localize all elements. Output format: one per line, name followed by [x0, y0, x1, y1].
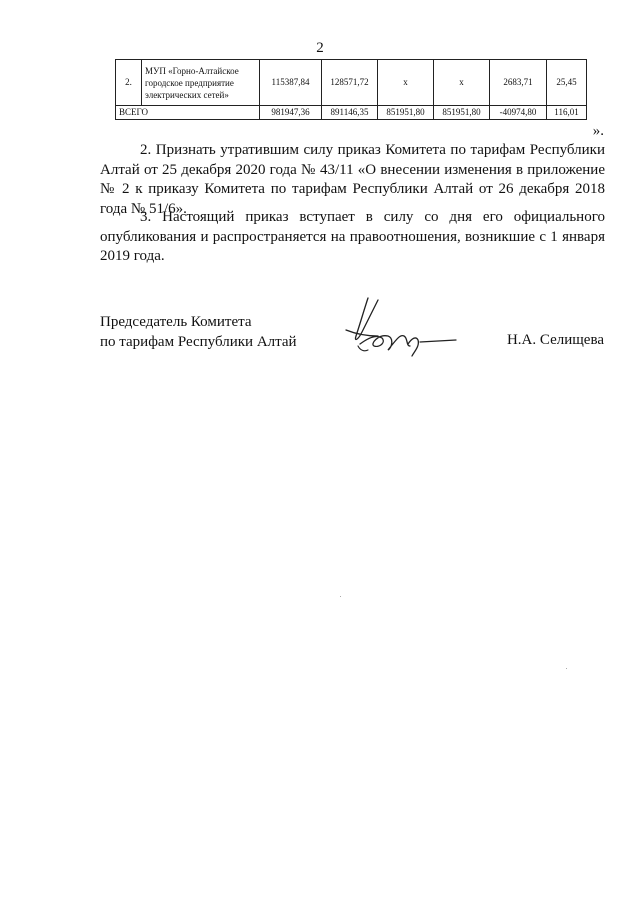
scan-speck [340, 596, 341, 597]
total-label: ВСЕГО [116, 106, 260, 120]
table-cell: 128571,72 [322, 60, 378, 106]
table-cell: 851951,80 [378, 106, 434, 120]
table-cell: 115387,84 [260, 60, 322, 106]
handwritten-signature [338, 290, 458, 360]
table-cell: 25,45 [547, 60, 587, 106]
table-cell: x [378, 60, 434, 106]
tariff-table [115, 59, 587, 120]
table-cell: 851951,80 [434, 106, 490, 120]
table-cell: -40974,80 [490, 106, 547, 120]
paragraph-3: 3. Настоящий приказ вступает в силу со дня его официального опубликования и распространяется на правоотношения, возникшие с 1 января 2019 года. [100, 209, 605, 264]
scan-speck [566, 668, 567, 669]
signatory-title [100, 313, 297, 352]
signatory-title-line2: по тарифам Республики Алтай [100, 333, 297, 350]
organization-name: МУП «Горно-Алтайское городское предприятие электрических сетей» [142, 60, 260, 106]
table-cell: 981947,36 [260, 106, 322, 120]
table-total-row [116, 106, 587, 120]
table-row [116, 60, 587, 106]
row-number: 2. [116, 60, 142, 106]
table-cell: 116,01 [547, 106, 587, 120]
table-cell: 2683,71 [490, 60, 547, 106]
table-cell: 891146,35 [322, 106, 378, 120]
signatory-name: Н.А. Селищева [506, 332, 604, 348]
page-number: 2 [316, 40, 324, 56]
closing-quote: ». [592, 123, 604, 139]
table-cell: x [434, 60, 490, 106]
paragraph-2: 2. Признать утратившим силу приказ Комитета по тарифам Республики Алтай от 25 декабря 2020 года № 43/11 «О внесении изменения в приложение № 2 к приказу Комитета по тарифам Республики Алтай от 26 декабря 2018 года № 51/6». [100, 142, 605, 217]
signatory-title-line1: Председатель Комитета [100, 314, 252, 330]
